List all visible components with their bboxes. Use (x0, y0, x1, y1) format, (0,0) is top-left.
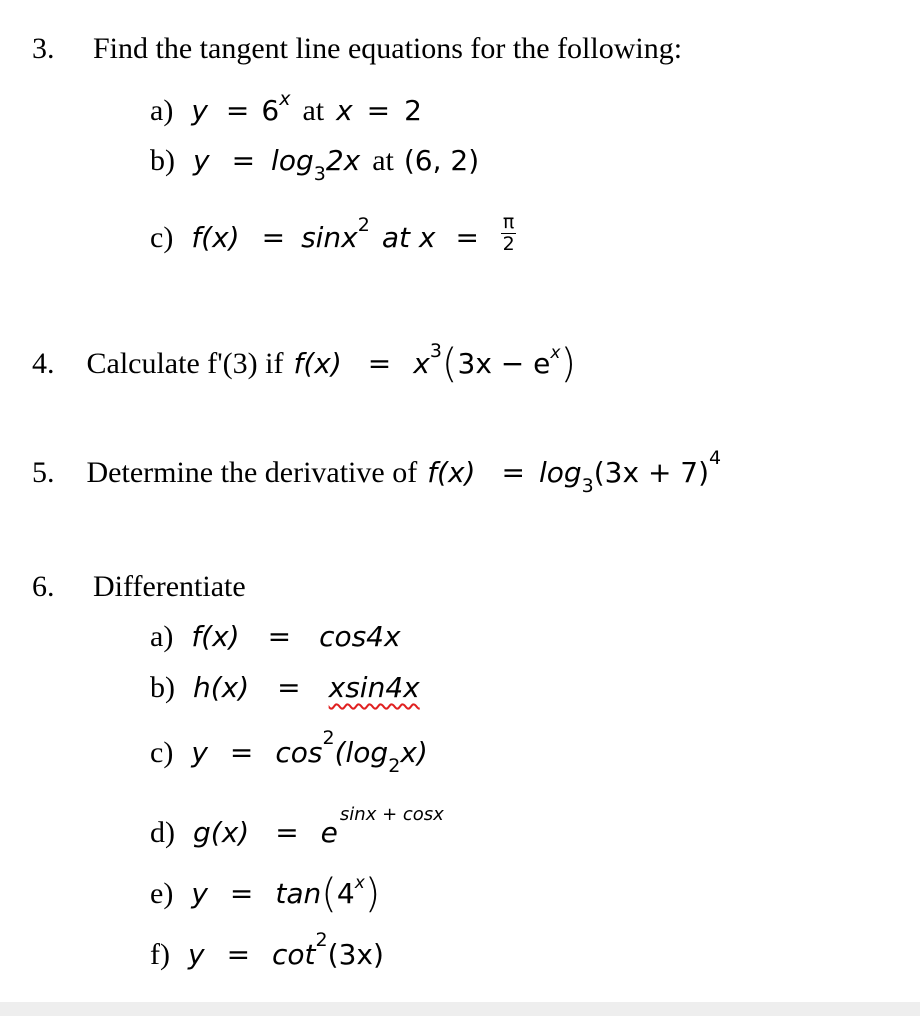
q5-sub: 3 (581, 475, 594, 497)
q6c-arg1: (log (334, 736, 389, 769)
q3c-at: at x (381, 221, 436, 255)
q4-lparen: ( (441, 341, 458, 387)
q6d-lhs: g(x) (193, 816, 250, 849)
q4-x: x (413, 347, 430, 380)
q6-part-a (150, 622, 401, 652)
q3a-base: 6 (261, 94, 280, 127)
q6e-base: 4 (336, 877, 355, 910)
q3b-point: (6, 2) (403, 144, 480, 177)
q6f-fn: cot (272, 938, 316, 971)
q6b-lhs: h(x) (193, 671, 250, 704)
q4-exp: 3 (429, 340, 442, 362)
q6b-eq: = (277, 671, 301, 704)
q5-line (32, 447, 722, 497)
q6-part-c (150, 727, 428, 777)
q3b-eq: = (231, 144, 256, 177)
q6c-sub: 2 (388, 755, 401, 777)
q6f-label: f) (150, 938, 170, 971)
q3c-num: π (502, 211, 515, 233)
q6-part-f (150, 929, 384, 971)
q3a-eq: = (225, 94, 250, 127)
q4-number: 4. (32, 347, 55, 380)
q6b-rhs: xsin4x (328, 671, 420, 704)
q5-eq: = (501, 456, 525, 489)
q4-lhs: f(x) (293, 347, 342, 380)
q6f-lhs: y (187, 938, 205, 971)
q3-part-c (150, 211, 516, 265)
q6f-eq: = (226, 938, 251, 971)
q6-part-d (150, 804, 444, 849)
bottom-scroll-area (0, 1002, 920, 1016)
q3b-sub: 3 (313, 163, 326, 185)
q6c-lhs: y (191, 736, 208, 769)
q5-number: 5. (32, 456, 55, 489)
q6e-label: e) (150, 877, 174, 910)
q3c-fraction (501, 212, 516, 255)
q6d-base: e (320, 816, 338, 849)
q4-text: Calculate f'(3) if (86, 347, 284, 380)
q3c-lhs: f(x) (191, 221, 240, 255)
q3c-fn: sinx (301, 221, 358, 255)
q3-part-b (150, 144, 480, 185)
q5-arg: (3x + 7) (593, 456, 710, 489)
q5-text: Determine the derivative of (86, 456, 418, 489)
q6e-fn: tan (275, 877, 322, 910)
q6d-label: d) (150, 816, 175, 849)
q3-text: Find the tangent line equations for the following: (93, 32, 683, 65)
q6f-arg: (3x) (327, 938, 384, 971)
q6-text: Differentiate (93, 570, 246, 603)
q3a-exp: x (279, 88, 291, 110)
q6-number: 6. (32, 570, 55, 603)
q6c-arg2: x) (400, 736, 428, 769)
q6f-exp: 2 (315, 929, 328, 951)
q3-part-a (150, 88, 422, 127)
q6a-label: a) (150, 620, 174, 653)
q4-eq: = (367, 347, 392, 380)
q3a-val: 2 (404, 94, 422, 127)
q3a-lhs: y (191, 94, 208, 127)
q6a-rhs: cos4x (319, 620, 401, 653)
q3a-var: x (336, 94, 353, 127)
q3c-eq: = (261, 221, 286, 255)
q4-line (32, 340, 577, 387)
q4-inner: 3x − e (457, 347, 551, 380)
q4-rparen: ) (560, 341, 577, 387)
q6c-label: c) (150, 736, 174, 769)
q6c-exp: 2 (322, 727, 335, 749)
q3b-arg: 2x (325, 144, 361, 177)
q5-exp: 4 (709, 447, 722, 469)
q3b-label: b) (150, 144, 175, 177)
q3a-label: a) (150, 94, 174, 127)
q3a-at: at (302, 94, 325, 127)
q6e-lparen: ( (321, 871, 337, 917)
q6b-label: b) (150, 671, 175, 704)
q5-fn: log (538, 456, 582, 489)
q3b-at: at (372, 144, 394, 177)
q6e-exp: x (354, 873, 365, 893)
q6c-fn: cos (275, 736, 323, 769)
q3-number: 3. (32, 32, 55, 65)
q3a-eq2: = (366, 94, 391, 127)
q3c-exp: 2 (357, 214, 370, 237)
q3b-fn: log (271, 144, 314, 177)
q6a-eq: = (267, 620, 292, 653)
q6c-eq: = (229, 736, 254, 769)
q6e-lhs: y (191, 877, 208, 910)
q6-part-b (150, 673, 420, 703)
q4-eexp: x (550, 343, 561, 363)
q6a-lhs: f(x) (191, 620, 240, 653)
q6e-eq: = (229, 877, 254, 910)
q3c-label: c) (150, 221, 174, 255)
q6d-eq: = (275, 816, 299, 849)
q6d-exp: sinx + cosx (339, 804, 444, 825)
q5-lhs: f(x) (427, 456, 476, 489)
q3c-eq2: = (455, 221, 479, 255)
q6-part-e (150, 870, 381, 917)
q3b-lhs: y (193, 144, 210, 177)
q6e-rparen: ) (364, 871, 381, 917)
q3c-den: 2 (502, 232, 515, 255)
